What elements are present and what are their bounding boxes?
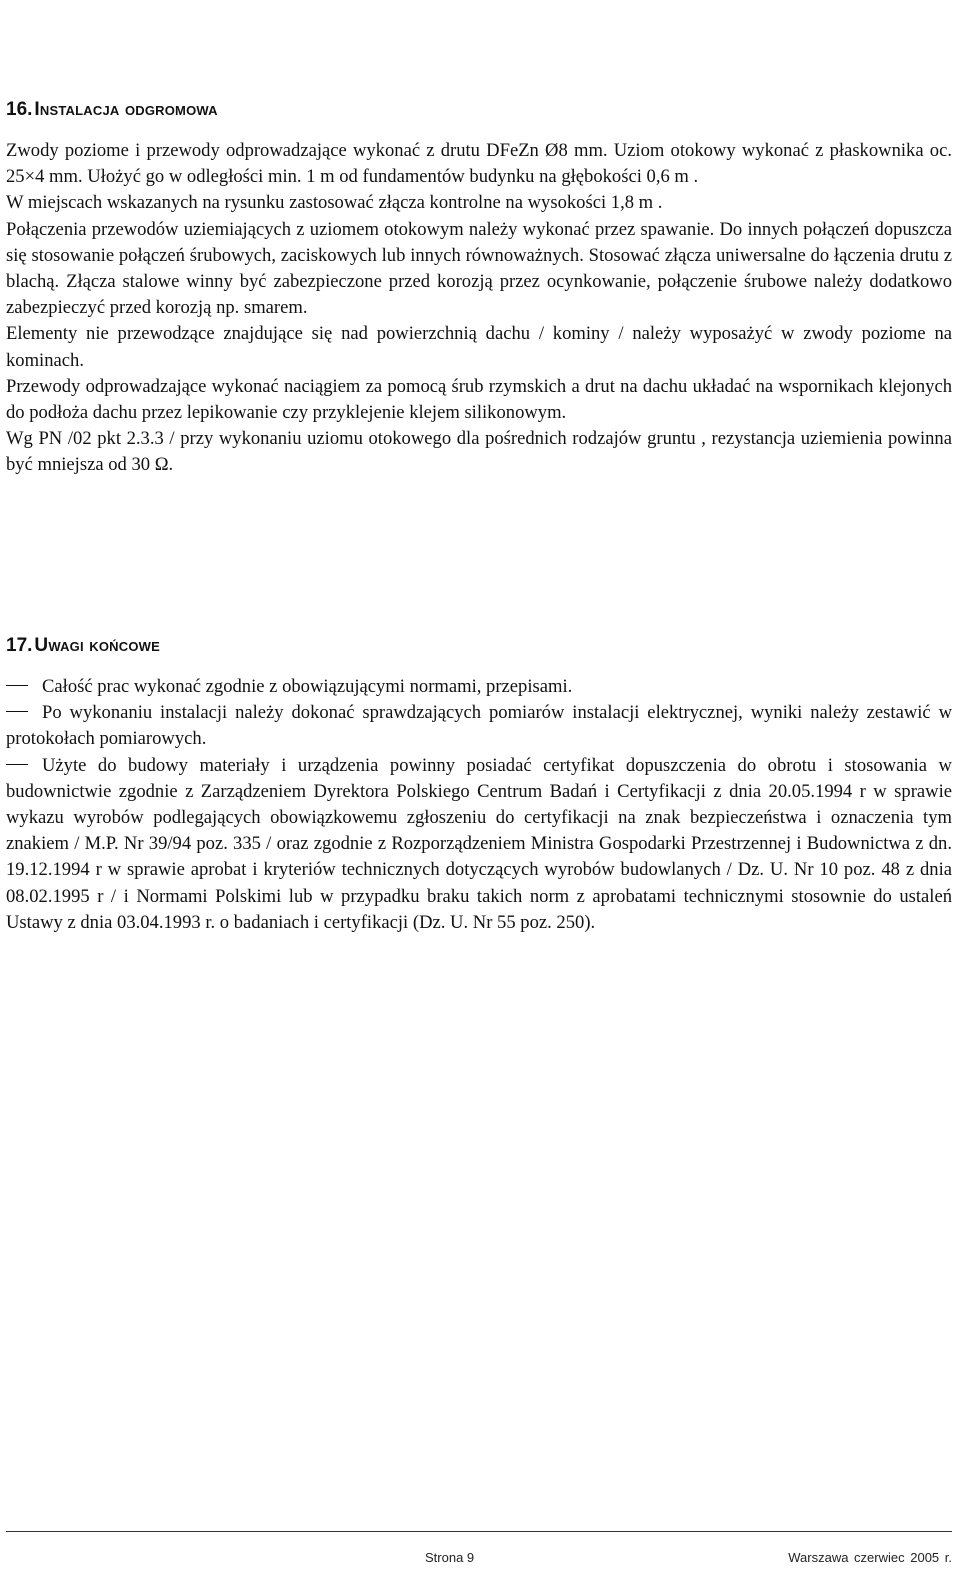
section-16-number: 16. — [6, 99, 33, 120]
footer-divider — [6, 1531, 952, 1532]
section-16-paragraph: Wg PN /02 pkt 2.3.3 / przy wykonaniu uziomu otokowego dla pośrednich rodzajów gruntu , rezystancja uziemienia powinna być mniejsza od 30 Ω. — [6, 428, 952, 476]
section-17-heading — [6, 634, 160, 658]
section-16-paragraph: W miejscach wskazanych na rysunku zastosować złącza kontrolne na wysokości 1,8 m . — [6, 192, 663, 214]
section-16-paragraph: Zwody poziome i przewody odprowadzające wykonać z drutu DFeZn Ø8 mm. Uziom otokowy wykonać z płaskownika oc. 25×4 mm. Ułożyć go w odległości min. 1 m od fundamentów budynku na głębokości 0,6 m . — [6, 140, 952, 188]
section-16-title: Instalacja odgromowa — [34, 99, 218, 120]
bullet-item — [6, 700, 952, 752]
section-16-paragraph: Elementy nie przewodzące znajdujące się nad powierzchnią dachu / kominy / należy wyposażyć w zwody poziome na kominach. — [6, 323, 952, 371]
bullet-item — [6, 674, 952, 700]
dash-bullet-icon — [6, 674, 42, 700]
section-16-paragraph: Połączenia przewodów uziemiających z uziomem otokowym należy wykonać przez spawanie. Do innych połączeń dopuszcza się stosowanie połączeń śrubowych, zaciskowych lub innych równoważnych. Stosować złącza uniwersalne do łączenia drutu z blachą. Złącza stalowe winny być zabezpieczone przed korozją przez ocynkowanie, połączenie śrubowe należy dodatkowo zabezpieczyć przed korozją np. smarem. — [6, 218, 952, 319]
footer-page-number: Strona 9 — [425, 1550, 475, 1565]
section-16-paragraph: Przewody odprowadzające wykonać naciągiem za pomocą śrub rzymskich a drut na dachu układać na wspornikach klejonych do podłoża dachu przez lepikowanie czy przyklejenie klejem silikonowym. — [6, 375, 952, 424]
bullet-text: Użyte do budowy materiały i urządzenia powinny posiadać certyfikat dopuszczenia do obrotu i stosowania w budownictwie zgodnie z Zarządzeniem Dyrektora Polskiego Centrum Badań i Certyfikacji z dnia 20.05.1994 r w sprawie wykazu wyrobów podlegających obowiązkowemu zgłoszeniu do certyfikacji na znak bezpieczeństwa i oznaczenia tym znakiem / M.P. Nr 39/94 poz. 335 / oraz zgodnie z Rozporządzeniem Ministra Gospodarki Przestrzennej i Budownictwa z dn. 19.12.1994 r w sprawie aprobat i kryteriów technicznych dotyczących wyrobów budowlanych / Dz. U. Nr 10 poz. 48 z dnia 08.02.1995 r / i Normami Polskimi lub w przypadku braku takich norm z aprobatami technicznymi stosownie do ustaleń Ustawy z dnia 03.04.1993 r. o badaniach i certyfikacji (Dz. U. Nr 55 poz. 250). — [6, 754, 952, 933]
bullet-item — [6, 753, 952, 936]
section-17-number: 17. — [6, 635, 33, 656]
dash-bullet-icon — [6, 753, 42, 779]
dash-bullet-icon — [6, 700, 42, 726]
bullet-text: Całość prac wykonać zgodnie z obowiązującymi normami, przepisami. — [42, 676, 573, 697]
footer-place-date: Warszawa czerwiec 2005 r. — [788, 1550, 952, 1565]
section-17-body — [6, 674, 952, 936]
bullet-text: Po wykonaniu instalacji należy dokonać sprawdzających pomiarów instalacji elektrycznej, wyniki należy zestawić w protokołach pomiarowych. — [6, 702, 952, 750]
section-16-body — [6, 138, 952, 479]
section-16-heading — [6, 98, 218, 122]
section-17-title: Uwagi końcowe — [34, 635, 161, 656]
